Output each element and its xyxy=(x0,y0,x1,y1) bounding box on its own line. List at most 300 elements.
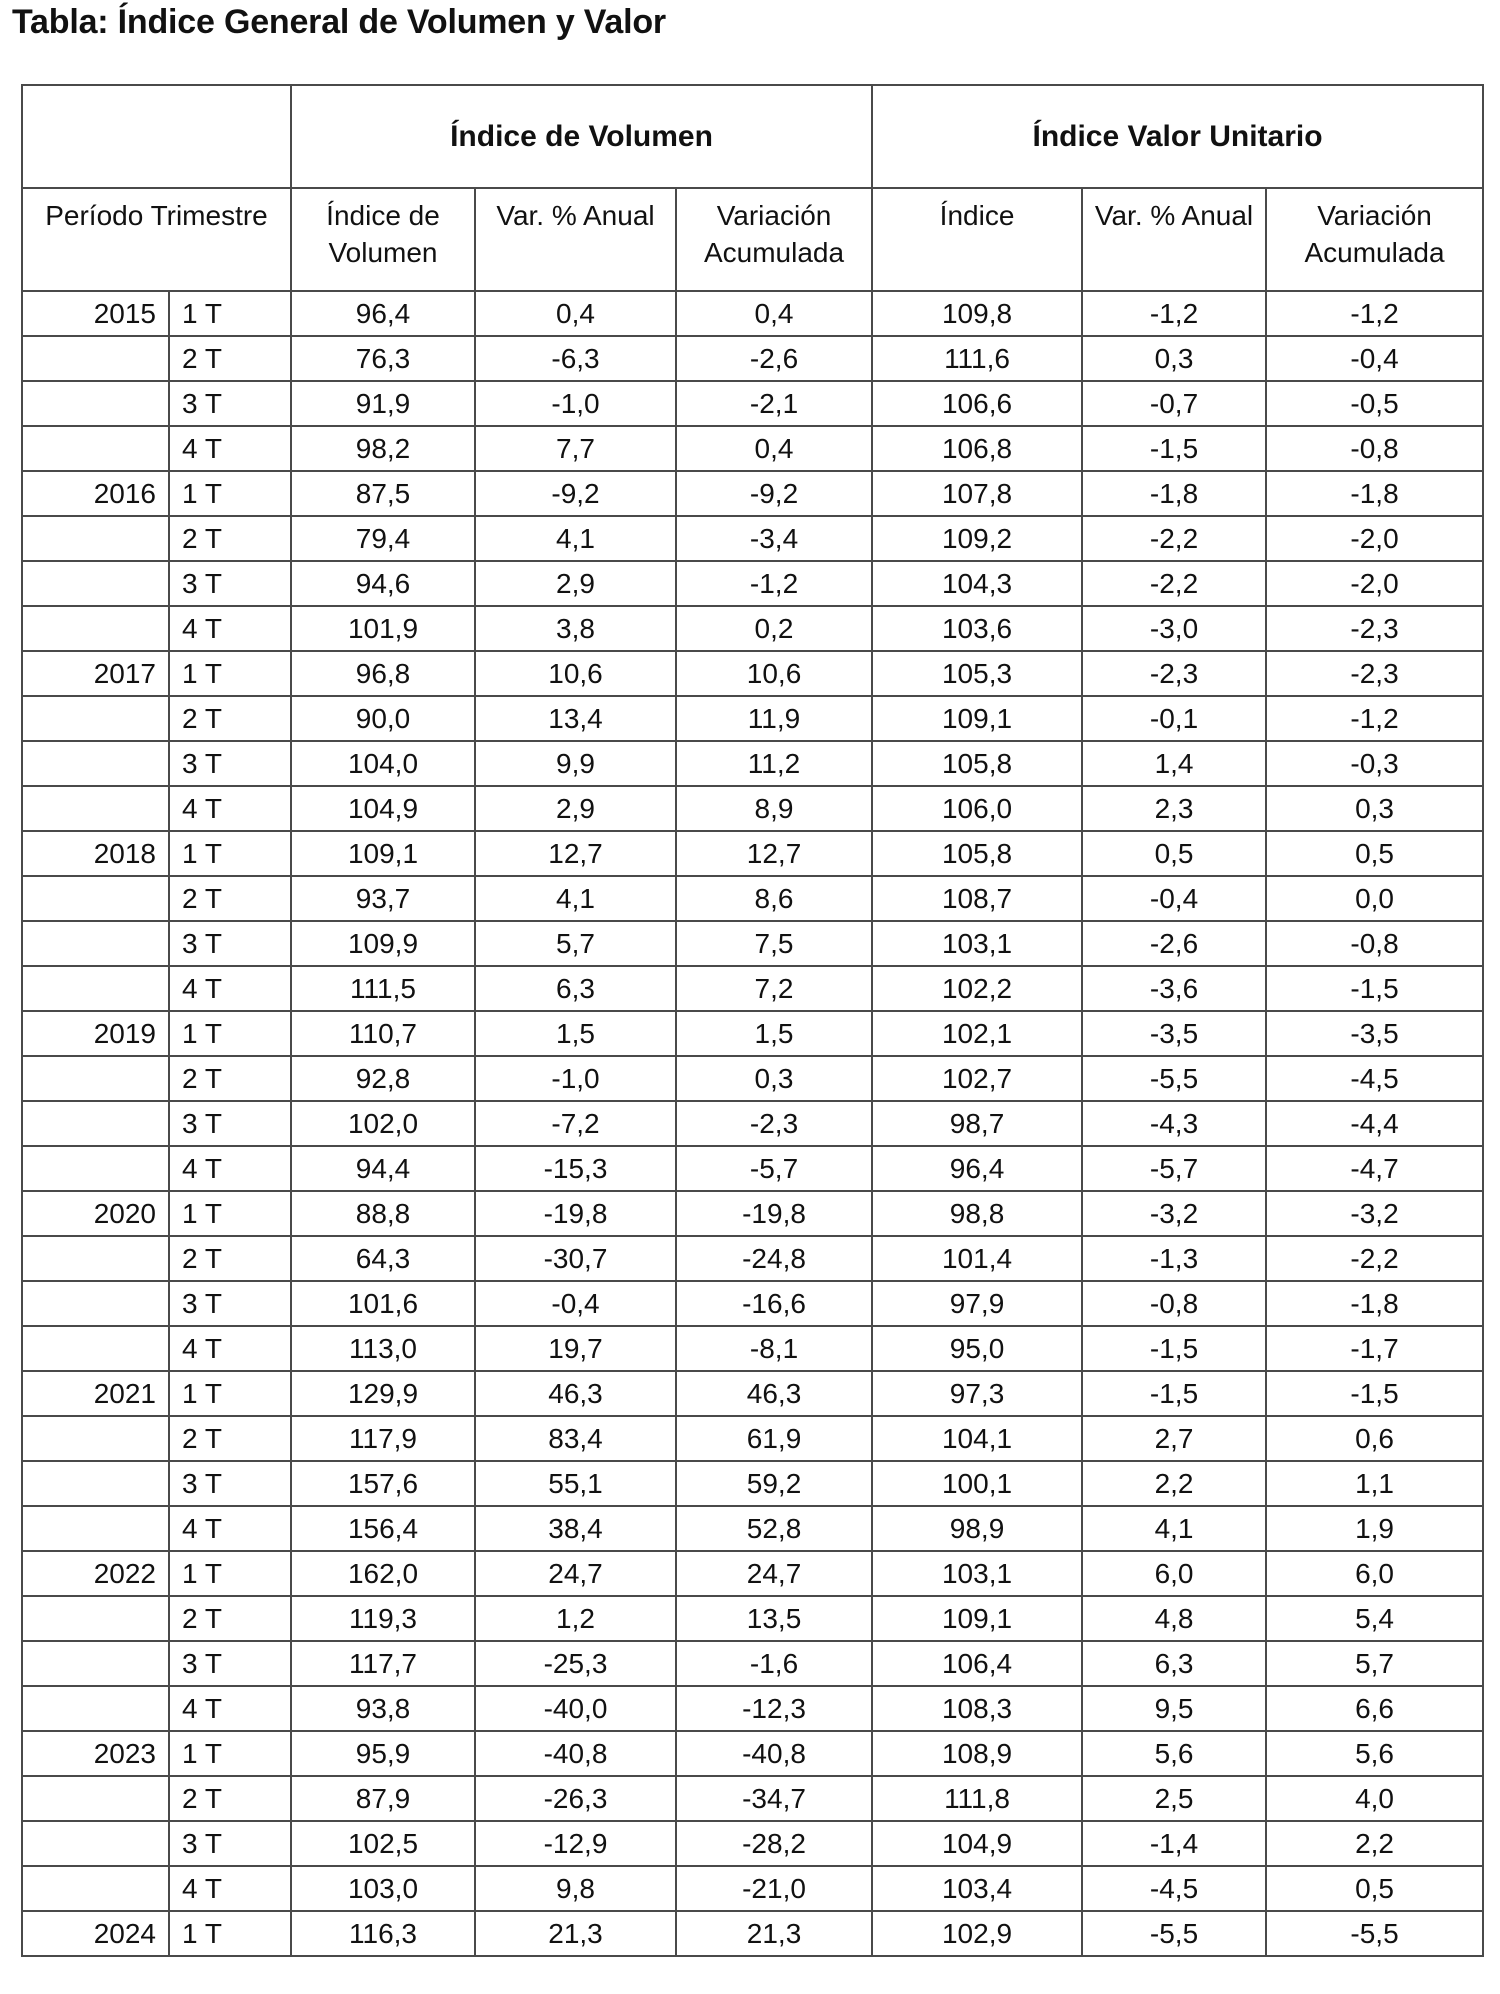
cell-quarter: 3 T xyxy=(169,561,291,606)
cell-val-indice: 104,9 xyxy=(872,1821,1082,1866)
cell-vol-var-acum: 8,9 xyxy=(676,786,872,831)
cell-val-var-anual: -4,3 xyxy=(1082,1101,1266,1146)
cell-val-var-acum: 0,3 xyxy=(1266,786,1483,831)
cell-year: 2019 xyxy=(22,1011,169,1056)
cell-val-var-anual: -0,4 xyxy=(1082,876,1266,921)
cell-vol-var-anual: 9,9 xyxy=(475,741,676,786)
cell-vol-var-acum: 0,4 xyxy=(676,426,872,471)
cell-val-var-anual: -0,1 xyxy=(1082,696,1266,741)
cell-vol-var-anual: -30,7 xyxy=(475,1236,676,1281)
cell-val-indice: 103,1 xyxy=(872,1551,1082,1596)
cell-year xyxy=(22,606,169,651)
table-row xyxy=(22,1281,1483,1326)
cell-year xyxy=(22,1776,169,1821)
cell-quarter: 4 T xyxy=(169,966,291,1011)
cell-vol-var-anual: -1,0 xyxy=(475,381,676,426)
cell-val-var-acum: -2,0 xyxy=(1266,561,1483,606)
cell-vol-var-anual: -19,8 xyxy=(475,1191,676,1236)
cell-quarter: 1 T xyxy=(169,1371,291,1416)
cell-vol-var-acum: -19,8 xyxy=(676,1191,872,1236)
cell-vol-var-anual: 1,2 xyxy=(475,1596,676,1641)
table-row xyxy=(22,1056,1483,1101)
cell-year xyxy=(22,1416,169,1461)
cell-vol-var-anual: 2,9 xyxy=(475,561,676,606)
cell-vol-var-anual: -25,3 xyxy=(475,1641,676,1686)
cell-val-var-acum: -0,3 xyxy=(1266,741,1483,786)
cell-year xyxy=(22,1821,169,1866)
cell-vol-var-anual: 38,4 xyxy=(475,1506,676,1551)
cell-val-indice: 105,8 xyxy=(872,831,1082,876)
cell-val-var-anual: -3,5 xyxy=(1082,1011,1266,1056)
cell-val-var-acum: -4,7 xyxy=(1266,1146,1483,1191)
cell-val-indice: 101,4 xyxy=(872,1236,1082,1281)
table-row xyxy=(22,1236,1483,1281)
cell-val-indice: 103,6 xyxy=(872,606,1082,651)
cell-val-var-acum: -1,5 xyxy=(1266,966,1483,1011)
table-row xyxy=(22,921,1483,966)
table-row xyxy=(22,1146,1483,1191)
cell-vol-var-acum: 12,7 xyxy=(676,831,872,876)
cell-vol-indice: 96,4 xyxy=(291,291,475,336)
cell-val-var-anual: -4,5 xyxy=(1082,1866,1266,1911)
table-row xyxy=(22,1866,1483,1911)
cell-vol-indice: 64,3 xyxy=(291,1236,475,1281)
cell-val-indice: 107,8 xyxy=(872,471,1082,516)
cell-val-var-anual: -1,2 xyxy=(1082,291,1266,336)
cell-quarter: 2 T xyxy=(169,696,291,741)
cell-val-var-acum: -2,3 xyxy=(1266,606,1483,651)
cell-quarter: 4 T xyxy=(169,1866,291,1911)
cell-quarter: 4 T xyxy=(169,1326,291,1371)
column-header-row xyxy=(22,188,1483,291)
cell-quarter: 1 T xyxy=(169,831,291,876)
cell-year xyxy=(22,1461,169,1506)
cell-val-var-acum: -0,4 xyxy=(1266,336,1483,381)
cell-year xyxy=(22,381,169,426)
cell-vol-var-anual: 10,6 xyxy=(475,651,676,696)
cell-year xyxy=(22,921,169,966)
table-row xyxy=(22,426,1483,471)
table-row xyxy=(22,381,1483,426)
cell-vol-indice: 119,3 xyxy=(291,1596,475,1641)
cell-vol-var-anual: -40,0 xyxy=(475,1686,676,1731)
cell-vol-var-anual: 4,1 xyxy=(475,876,676,921)
cell-vol-var-anual: -26,3 xyxy=(475,1776,676,1821)
cell-val-var-anual: -0,8 xyxy=(1082,1281,1266,1326)
table-row xyxy=(22,1641,1483,1686)
cell-year: 2015 xyxy=(22,291,169,336)
cell-val-indice: 106,0 xyxy=(872,786,1082,831)
cell-year: 2024 xyxy=(22,1911,169,1956)
cell-vol-var-anual: 5,7 xyxy=(475,921,676,966)
cell-year xyxy=(22,561,169,606)
cell-quarter: 4 T xyxy=(169,426,291,471)
cell-vol-indice: 90,0 xyxy=(291,696,475,741)
cell-vol-indice: 92,8 xyxy=(291,1056,475,1101)
cell-val-var-acum: -1,7 xyxy=(1266,1326,1483,1371)
cell-val-var-acum: -5,5 xyxy=(1266,1911,1483,1956)
cell-vol-var-acum: 0,2 xyxy=(676,606,872,651)
cell-vol-var-anual: -6,3 xyxy=(475,336,676,381)
cell-quarter: 3 T xyxy=(169,1281,291,1326)
cell-vol-indice: 101,9 xyxy=(291,606,475,651)
cell-vol-var-acum: -5,7 xyxy=(676,1146,872,1191)
cell-vol-var-anual: -0,4 xyxy=(475,1281,676,1326)
cell-vol-var-acum: -2,6 xyxy=(676,336,872,381)
cell-val-var-acum: 1,1 xyxy=(1266,1461,1483,1506)
cell-val-indice: 103,4 xyxy=(872,1866,1082,1911)
cell-year xyxy=(22,1866,169,1911)
cell-vol-var-acum: 59,2 xyxy=(676,1461,872,1506)
cell-vol-var-anual: 6,3 xyxy=(475,966,676,1011)
cell-year: 2022 xyxy=(22,1551,169,1596)
cell-val-var-acum: -0,8 xyxy=(1266,921,1483,966)
table-row xyxy=(22,741,1483,786)
cell-vol-indice: 156,4 xyxy=(291,1506,475,1551)
cell-val-indice: 95,0 xyxy=(872,1326,1082,1371)
cell-val-indice: 102,2 xyxy=(872,966,1082,1011)
cell-val-var-acum: 6,0 xyxy=(1266,1551,1483,1596)
cell-vol-var-acum: -2,1 xyxy=(676,381,872,426)
cell-vol-var-acum: 7,2 xyxy=(676,966,872,1011)
cell-val-var-anual: 1,4 xyxy=(1082,741,1266,786)
cell-val-indice: 111,8 xyxy=(872,1776,1082,1821)
cell-val-indice: 98,9 xyxy=(872,1506,1082,1551)
cell-val-indice: 111,6 xyxy=(872,336,1082,381)
cell-vol-var-anual: 13,4 xyxy=(475,696,676,741)
table-row xyxy=(22,606,1483,651)
cell-val-var-anual: -1,5 xyxy=(1082,1371,1266,1416)
cell-vol-var-anual: 19,7 xyxy=(475,1326,676,1371)
group-header-valor: Índice Valor Unitario xyxy=(872,85,1483,188)
cell-val-var-anual: 0,5 xyxy=(1082,831,1266,876)
cell-val-var-anual: 2,7 xyxy=(1082,1416,1266,1461)
table-row xyxy=(22,1551,1483,1596)
cell-val-var-acum: -3,2 xyxy=(1266,1191,1483,1236)
cell-val-var-anual: -5,5 xyxy=(1082,1056,1266,1101)
cell-val-indice: 103,1 xyxy=(872,921,1082,966)
cell-year: 2023 xyxy=(22,1731,169,1776)
cell-year xyxy=(22,1686,169,1731)
cell-quarter: 3 T xyxy=(169,741,291,786)
cell-val-indice: 96,4 xyxy=(872,1146,1082,1191)
table-row xyxy=(22,651,1483,696)
cell-vol-var-acum: -9,2 xyxy=(676,471,872,516)
cell-val-indice: 108,9 xyxy=(872,1731,1082,1776)
cell-quarter: 4 T xyxy=(169,1146,291,1191)
cell-val-var-acum: -1,5 xyxy=(1266,1371,1483,1416)
cell-val-indice: 104,1 xyxy=(872,1416,1082,1461)
cell-val-var-anual: -5,5 xyxy=(1082,1911,1266,1956)
cell-quarter: 1 T xyxy=(169,1551,291,1596)
table-row xyxy=(22,1776,1483,1821)
cell-val-var-acum: 0,0 xyxy=(1266,876,1483,921)
table-row xyxy=(22,696,1483,741)
cell-vol-indice: 98,2 xyxy=(291,426,475,471)
cell-val-indice: 97,3 xyxy=(872,1371,1082,1416)
table-row xyxy=(22,1101,1483,1146)
cell-val-var-anual: -1,5 xyxy=(1082,1326,1266,1371)
cell-quarter: 4 T xyxy=(169,606,291,651)
cell-vol-var-anual: 2,9 xyxy=(475,786,676,831)
cell-vol-indice: 94,6 xyxy=(291,561,475,606)
cell-quarter: 3 T xyxy=(169,1461,291,1506)
table-row xyxy=(22,1596,1483,1641)
cell-val-var-acum: 0,5 xyxy=(1266,831,1483,876)
cell-val-var-anual: 4,8 xyxy=(1082,1596,1266,1641)
cell-quarter: 4 T xyxy=(169,1506,291,1551)
cell-val-var-anual: -1,3 xyxy=(1082,1236,1266,1281)
cell-vol-var-anual: -1,0 xyxy=(475,1056,676,1101)
cell-vol-indice: 91,9 xyxy=(291,381,475,426)
table-row xyxy=(22,1506,1483,1551)
cell-vol-var-acum: 52,8 xyxy=(676,1506,872,1551)
header-periodo: Período Trimestre xyxy=(22,188,291,291)
cell-year: 2021 xyxy=(22,1371,169,1416)
cell-vol-indice: 109,1 xyxy=(291,831,475,876)
cell-vol-var-acum: -34,7 xyxy=(676,1776,872,1821)
cell-vol-indice: 162,0 xyxy=(291,1551,475,1596)
cell-vol-var-acum: 0,4 xyxy=(676,291,872,336)
table-row xyxy=(22,291,1483,336)
cell-quarter: 3 T xyxy=(169,921,291,966)
cell-vol-var-anual: -9,2 xyxy=(475,471,676,516)
cell-vol-indice: 96,8 xyxy=(291,651,475,696)
cell-vol-indice: 102,0 xyxy=(291,1101,475,1146)
header-val-var-anual: Var. % Anual xyxy=(1082,188,1266,291)
cell-val-indice: 106,6 xyxy=(872,381,1082,426)
table-row xyxy=(22,1191,1483,1236)
cell-val-var-anual: -1,5 xyxy=(1082,426,1266,471)
cell-val-var-acum: -2,3 xyxy=(1266,651,1483,696)
cell-vol-indice: 117,7 xyxy=(291,1641,475,1686)
cell-vol-indice: 111,5 xyxy=(291,966,475,1011)
cell-vol-indice: 116,3 xyxy=(291,1911,475,1956)
cell-val-indice: 98,8 xyxy=(872,1191,1082,1236)
cell-val-indice: 108,7 xyxy=(872,876,1082,921)
cell-year xyxy=(22,336,169,381)
cell-vol-var-acum: -12,3 xyxy=(676,1686,872,1731)
cell-year xyxy=(22,1596,169,1641)
cell-year: 2018 xyxy=(22,831,169,876)
cell-val-var-anual: 2,3 xyxy=(1082,786,1266,831)
cell-quarter: 2 T xyxy=(169,336,291,381)
cell-vol-var-acum: 1,5 xyxy=(676,1011,872,1056)
table-row xyxy=(22,1326,1483,1371)
cell-val-var-anual: 9,5 xyxy=(1082,1686,1266,1731)
cell-vol-var-anual: 9,8 xyxy=(475,1866,676,1911)
cell-quarter: 3 T xyxy=(169,1641,291,1686)
cell-quarter: 4 T xyxy=(169,1686,291,1731)
cell-val-var-acum: -0,5 xyxy=(1266,381,1483,426)
cell-year xyxy=(22,1641,169,1686)
group-header-volumen: Índice de Volumen xyxy=(291,85,872,188)
cell-year: 2017 xyxy=(22,651,169,696)
cell-vol-var-anual: 83,4 xyxy=(475,1416,676,1461)
table-row xyxy=(22,516,1483,561)
cell-vol-indice: 79,4 xyxy=(291,516,475,561)
cell-vol-indice: 87,9 xyxy=(291,1776,475,1821)
cell-vol-var-anual: -40,8 xyxy=(475,1731,676,1776)
cell-quarter: 2 T xyxy=(169,1056,291,1101)
cell-vol-var-acum: -21,0 xyxy=(676,1866,872,1911)
cell-val-var-anual: -0,7 xyxy=(1082,381,1266,426)
cell-val-var-anual: -2,6 xyxy=(1082,921,1266,966)
cell-vol-var-acum: -16,6 xyxy=(676,1281,872,1326)
cell-year: 2016 xyxy=(22,471,169,516)
header-vol-var-anual: Var. % Anual xyxy=(475,188,676,291)
cell-vol-indice: 113,0 xyxy=(291,1326,475,1371)
cell-year xyxy=(22,1326,169,1371)
cell-year xyxy=(22,1101,169,1146)
table-row xyxy=(22,336,1483,381)
cell-val-var-acum: -4,5 xyxy=(1266,1056,1483,1101)
cell-vol-var-acum: -3,4 xyxy=(676,516,872,561)
cell-vol-var-acum: 10,6 xyxy=(676,651,872,696)
table-row xyxy=(22,1686,1483,1731)
cell-val-var-anual: -2,2 xyxy=(1082,516,1266,561)
cell-year xyxy=(22,426,169,471)
cell-vol-var-acum: 11,9 xyxy=(676,696,872,741)
cell-vol-indice: 103,0 xyxy=(291,1866,475,1911)
cell-vol-indice: 88,8 xyxy=(291,1191,475,1236)
cell-val-indice: 102,9 xyxy=(872,1911,1082,1956)
cell-vol-var-acum: -1,2 xyxy=(676,561,872,606)
header-vol-var-acum: Variación Acumulada xyxy=(676,188,872,291)
cell-quarter: 2 T xyxy=(169,1236,291,1281)
table-row xyxy=(22,471,1483,516)
cell-val-var-anual: 2,5 xyxy=(1082,1776,1266,1821)
cell-val-var-acum: 2,2 xyxy=(1266,1821,1483,1866)
cell-val-indice: 97,9 xyxy=(872,1281,1082,1326)
cell-vol-var-acum: -24,8 xyxy=(676,1236,872,1281)
cell-val-indice: 109,8 xyxy=(872,291,1082,336)
cell-val-var-anual: 6,3 xyxy=(1082,1641,1266,1686)
cell-val-var-anual: -3,6 xyxy=(1082,966,1266,1011)
cell-val-indice: 106,4 xyxy=(872,1641,1082,1686)
cell-vol-var-anual: 4,1 xyxy=(475,516,676,561)
cell-vol-indice: 104,9 xyxy=(291,786,475,831)
cell-quarter: 1 T xyxy=(169,1731,291,1776)
cell-vol-indice: 101,6 xyxy=(291,1281,475,1326)
cell-year xyxy=(22,1056,169,1101)
cell-val-var-anual: 0,3 xyxy=(1082,336,1266,381)
cell-vol-var-acum: 8,6 xyxy=(676,876,872,921)
cell-val-indice: 102,1 xyxy=(872,1011,1082,1056)
cell-vol-indice: 76,3 xyxy=(291,336,475,381)
cell-val-var-acum: -1,2 xyxy=(1266,291,1483,336)
cell-quarter: 1 T xyxy=(169,1191,291,1236)
cell-val-var-anual: 6,0 xyxy=(1082,1551,1266,1596)
cell-vol-var-acum: -40,8 xyxy=(676,1731,872,1776)
cell-vol-var-acum: 61,9 xyxy=(676,1416,872,1461)
cell-year xyxy=(22,516,169,561)
header-val-indice: Índice xyxy=(872,188,1082,291)
cell-vol-var-anual: -7,2 xyxy=(475,1101,676,1146)
table-row xyxy=(22,876,1483,921)
cell-year xyxy=(22,741,169,786)
cell-val-var-acum: 5,6 xyxy=(1266,1731,1483,1776)
cell-vol-var-anual: 55,1 xyxy=(475,1461,676,1506)
cell-val-var-anual: -1,4 xyxy=(1082,1821,1266,1866)
cell-val-indice: 109,1 xyxy=(872,696,1082,741)
cell-vol-indice: 109,9 xyxy=(291,921,475,966)
cell-vol-var-acum: -8,1 xyxy=(676,1326,872,1371)
index-table xyxy=(21,84,1484,1957)
cell-val-var-acum: 6,6 xyxy=(1266,1686,1483,1731)
cell-year xyxy=(22,1146,169,1191)
cell-vol-var-anual: -12,9 xyxy=(475,1821,676,1866)
cell-val-indice: 109,2 xyxy=(872,516,1082,561)
header-val-var-acum: Variación Acumulada xyxy=(1266,188,1483,291)
cell-quarter: 1 T xyxy=(169,1911,291,1956)
cell-vol-indice: 102,5 xyxy=(291,1821,475,1866)
cell-year xyxy=(22,1506,169,1551)
cell-vol-var-acum: 46,3 xyxy=(676,1371,872,1416)
cell-vol-var-acum: 7,5 xyxy=(676,921,872,966)
cell-val-indice: 106,8 xyxy=(872,426,1082,471)
cell-vol-var-anual: -15,3 xyxy=(475,1146,676,1191)
cell-vol-indice: 93,8 xyxy=(291,1686,475,1731)
cell-vol-var-anual: 21,3 xyxy=(475,1911,676,1956)
cell-vol-var-anual: 7,7 xyxy=(475,426,676,471)
table-row xyxy=(22,831,1483,876)
table-row xyxy=(22,1371,1483,1416)
cell-val-var-acum: -3,5 xyxy=(1266,1011,1483,1056)
table-row xyxy=(22,1416,1483,1461)
cell-val-var-acum: -0,8 xyxy=(1266,426,1483,471)
cell-vol-indice: 157,6 xyxy=(291,1461,475,1506)
cell-quarter: 2 T xyxy=(169,516,291,561)
cell-val-var-anual: -3,0 xyxy=(1082,606,1266,651)
cell-val-var-acum: -1,8 xyxy=(1266,471,1483,516)
cell-vol-indice: 110,7 xyxy=(291,1011,475,1056)
cell-quarter: 3 T xyxy=(169,1821,291,1866)
cell-year xyxy=(22,696,169,741)
page-title: Tabla: Índice General de Volumen y Valor xyxy=(12,3,666,41)
header-vol-indice: Índice de Volumen xyxy=(291,188,475,291)
cell-val-var-acum: 0,5 xyxy=(1266,1866,1483,1911)
cell-year xyxy=(22,1281,169,1326)
cell-vol-var-anual: 24,7 xyxy=(475,1551,676,1596)
cell-vol-var-acum: 24,7 xyxy=(676,1551,872,1596)
cell-val-var-anual: 5,6 xyxy=(1082,1731,1266,1776)
cell-vol-var-acum: -2,3 xyxy=(676,1101,872,1146)
cell-val-indice: 109,1 xyxy=(872,1596,1082,1641)
cell-val-var-acum: -1,2 xyxy=(1266,696,1483,741)
cell-vol-var-anual: 46,3 xyxy=(475,1371,676,1416)
cell-val-var-anual: 4,1 xyxy=(1082,1506,1266,1551)
cell-quarter: 2 T xyxy=(169,1416,291,1461)
cell-quarter: 1 T xyxy=(169,651,291,696)
cell-vol-var-anual: 0,4 xyxy=(475,291,676,336)
cell-quarter: 3 T xyxy=(169,381,291,426)
cell-val-var-acum: -2,0 xyxy=(1266,516,1483,561)
cell-val-indice: 102,7 xyxy=(872,1056,1082,1101)
cell-val-var-anual: -5,7 xyxy=(1082,1146,1266,1191)
cell-vol-indice: 95,9 xyxy=(291,1731,475,1776)
cell-val-var-acum: 4,0 xyxy=(1266,1776,1483,1821)
cell-quarter: 2 T xyxy=(169,1776,291,1821)
cell-quarter: 3 T xyxy=(169,1101,291,1146)
table-row xyxy=(22,1911,1483,1956)
cell-vol-var-acum: 11,2 xyxy=(676,741,872,786)
cell-vol-indice: 87,5 xyxy=(291,471,475,516)
cell-vol-var-acum: -28,2 xyxy=(676,1821,872,1866)
cell-val-var-anual: -1,8 xyxy=(1082,471,1266,516)
cell-vol-var-acum: -1,6 xyxy=(676,1641,872,1686)
corner-cell xyxy=(22,85,291,188)
